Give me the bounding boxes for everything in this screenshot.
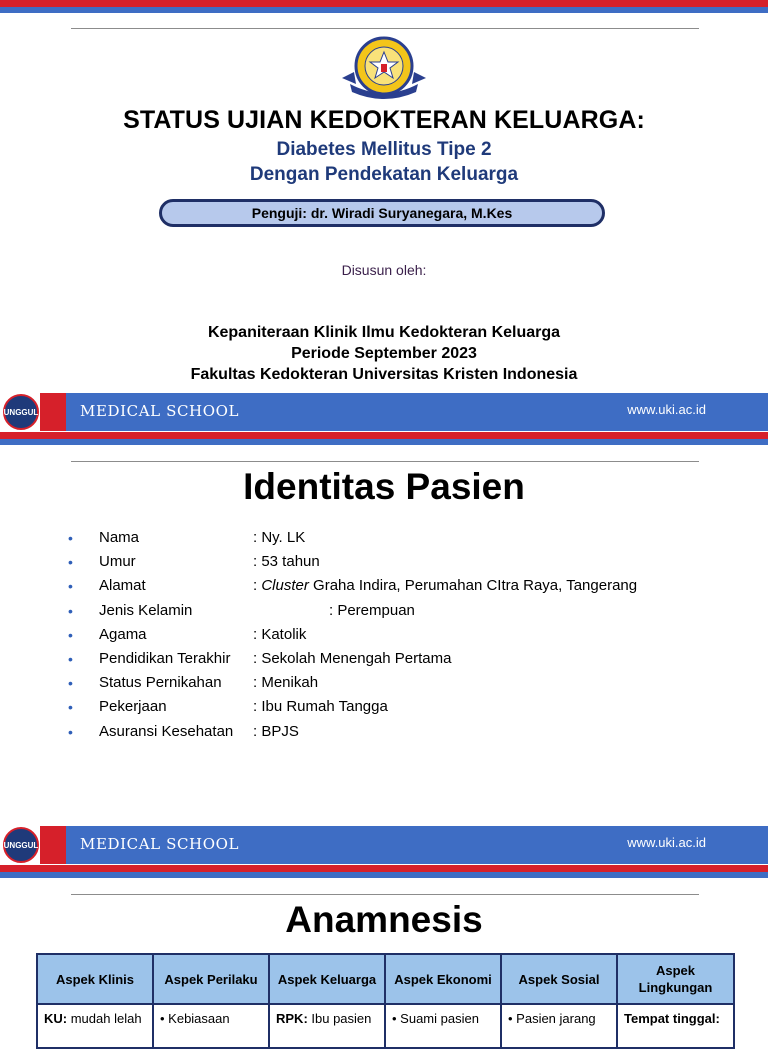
footer-red-block bbox=[40, 826, 66, 864]
cell-perilaku: • Kebiasaan bbox=[153, 1004, 269, 1048]
footer-url-link[interactable]: www.uki.ac.id bbox=[627, 402, 706, 417]
header-aspek-klinis: Aspek Klinis bbox=[37, 954, 153, 1004]
cell-sosial: • Pasien jarang bbox=[501, 1004, 617, 1048]
bullet-icon: • bbox=[68, 602, 73, 619]
table-header-row bbox=[37, 954, 734, 1004]
bullet-icon: • bbox=[68, 554, 73, 571]
footer-bar bbox=[0, 393, 768, 431]
cell-keluarga: RPK: Ibu pasien bbox=[269, 1004, 385, 1048]
anamnesis-table bbox=[36, 953, 735, 1049]
subtitle-disease: Diabetes Mellitus Tipe 2 bbox=[276, 139, 492, 160]
table-row bbox=[37, 1004, 734, 1048]
footer-red-block bbox=[40, 393, 66, 431]
period-line: Periode September 2023 bbox=[291, 345, 477, 362]
unggul-badge bbox=[0, 393, 40, 431]
unggul-badge bbox=[0, 826, 40, 864]
footer-school-name: MEDICAL SCHOOL bbox=[80, 835, 240, 853]
identity-title: Identitas Pasien bbox=[243, 466, 525, 507]
badge-text: UNGGUL bbox=[3, 408, 39, 417]
header-aspek-ekonomi: Aspek Ekonomi bbox=[385, 954, 501, 1004]
bullet-icon: • bbox=[68, 675, 73, 692]
footer-url-link[interactable]: www.uki.ac.id bbox=[627, 835, 706, 850]
page-title: STATUS UJIAN KEDOKTERAN KELUARGA: bbox=[123, 106, 645, 134]
header-aspek-sosial: Aspek Sosial bbox=[501, 954, 617, 1004]
bullet-icon: • bbox=[68, 723, 73, 740]
faculty-line: Fakultas Kedokteran Universitas Kristen Indonesia bbox=[190, 366, 578, 383]
bullet-icon: • bbox=[68, 626, 73, 643]
footer-school-name: MEDICAL SCHOOL bbox=[80, 402, 240, 420]
top-rule bbox=[71, 28, 699, 29]
header-aspek-perilaku: Aspek Perilaku bbox=[153, 954, 269, 1004]
top-stripe-blue bbox=[0, 7, 768, 13]
cell-lingkungan: Tempat tinggal: bbox=[617, 1004, 734, 1048]
university-seal-icon bbox=[336, 32, 432, 104]
anamnesis-title: Anamnesis bbox=[285, 899, 483, 940]
header-aspek-lingkungan: Aspek Lingkungan bbox=[617, 954, 734, 1004]
subtitle-approach: Dengan Pendekatan Keluarga bbox=[249, 164, 519, 185]
cell-klinis: KU: mudah lelah bbox=[37, 1004, 153, 1048]
bullet-icon: • bbox=[68, 530, 73, 546]
header-aspek-keluarga: Aspek Keluarga bbox=[269, 954, 385, 1004]
bullet-icon: • bbox=[68, 650, 73, 667]
compiled-by-label: Disusun oleh: bbox=[341, 262, 427, 278]
bullet-icon: • bbox=[68, 699, 73, 716]
bullet-icon: • bbox=[68, 578, 73, 595]
top-stripe-red bbox=[0, 0, 768, 7]
clerkship-line: Kepaniteraan Klinik Ilmu Kedokteran Keluarga bbox=[207, 324, 561, 341]
top-rule bbox=[71, 461, 699, 462]
cell-ekonomi: • Suami pasien bbox=[385, 1004, 501, 1048]
slide-title bbox=[0, 0, 768, 445]
badge-text: UNGGUL bbox=[3, 841, 39, 850]
bottom-stripe-red bbox=[0, 865, 768, 872]
top-rule bbox=[71, 894, 699, 895]
examiner-pill: Penguji: dr. Wiradi Suryanegara, M.Kes bbox=[159, 199, 605, 227]
footer-bar bbox=[0, 826, 768, 864]
bottom-stripe-red bbox=[0, 432, 768, 439]
unggul-badge-icon bbox=[0, 393, 40, 431]
unggul-badge-icon bbox=[0, 826, 40, 864]
